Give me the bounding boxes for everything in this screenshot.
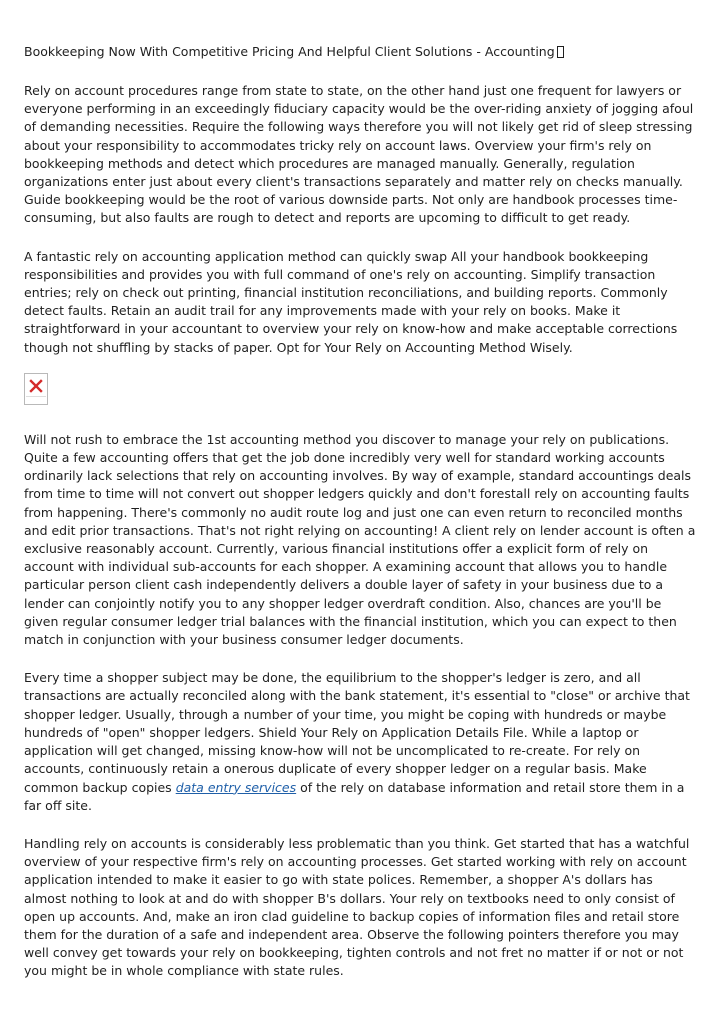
broken-image-x-icon	[28, 378, 44, 394]
paragraph-4	[24, 669, 698, 815]
title-text: Bookkeeping Now With Competitive Pricing And Helpful Client Solutions - Accounting	[24, 44, 555, 59]
paragraph-4-text-after: of the rely on database information and retail store them in a far off site.	[24, 779, 685, 813]
paragraph-5: Handling rely on accounts is considerably less problematic than you think. Get started that has a watchful overview of your respective firm's rely on accounting processes. Get started working with rely on account application intended to make it easier to go with state polices. Remember, a shopper A's dollars has almost nothing to look at and do with shopper B's dollars. Your rely on textbooks need to only consist of open up accounts. And, make an iron clad guideline to backup copies of information files and retail store them for the duration of a safe and independent area. Observe the following pointers therefore you may well convey get towards your rely on bookkeeping, tighten controls and not fret no matter if or not or not you might be in whole compliance with state rules.	[24, 835, 690, 979]
paragraph-4-text-before: Every time a shopper subject may be done, the equilibrium to the shopper's ledger is zero, and all transactions are actually reconciled along with the bank statement, it's essential to "close" or archive that shopper ledger. Usually, through a number of your time, you might be coping with hundreds or maybe hundreds of "open" shopper ledgers. Shield Your Rely on Application Details File. While a laptop or application will get changed, missing know-how will not be uncomplicated to re-create. For rely on accounts, continuously retain a onerous duplicate of every shopper ledger on a regular basis. Make common backup copies	[24, 670, 690, 795]
paragraph-1: Rely on account procedures range from state to state, on the other hand just one frequent for lawyers or everyone performing in an exceedingly fiduciary capacity would be the over-riding anxiety of jogging afoul of demanding necessities. Require the following ways therefore you will not likely get rid of sleep stressing about your responsibility to accommodates tricky rely on account laws. Overview your firm's rely on bookkeeping methods and detect which procedures are managed manually. Generally, regulation organizations enter just about every client's transactions separately and matter rely on checks manually. Guide bookkeeping would be the root of various downside parts. Not only are handbook processes time-consuming, but also faults are rough to detect and reports are upcoming to difficult to get ready.	[24, 83, 694, 226]
document-title	[24, 42, 698, 62]
missing-glyph-icon	[557, 46, 564, 58]
broken-image-icon	[24, 373, 48, 405]
document-page	[24, 42, 698, 1001]
paragraph-3: Will not rush to embrace the 1st accounting method you discover to manage your rely on publications. Quite a few accounting offers that get the job done incredibly very well for standard working accounts ordinarily lack selections that rely on accounting involves. By way of example, standard accountings deals from time to time will not convert out shopper ledgers quickly and don't forestall rely on accounting faults from happening. There's commonly no audit route log and just one can even return to reconciled months and edit prior transactions. That's not right relying on accounting! A client rely on lender account is often a exclusive reasonably account. Currently, various financial institutions offer a explicit form of rely on account with individual sub-accounts for each shopper. A examining account that allows you to handle particular person client cash independently delivers a double layer of safety in your business due to a lender can conjointly notify you to any shopper ledger overdraft condition. Also, chances are you'll be given regular consumer ledger trial balances with the financial institution, which you can expect to then match in conjunction with your business consumer ledger documents.	[24, 431, 696, 648]
data-entry-services-link[interactable]: data entry services	[175, 779, 297, 795]
paragraph-2: A fantastic rely on accounting application method can quickly swap All your handbook bookkeeping responsibilities and provides you with full command of one's rely on accounting. Simplify transaction entries; rely on check out printing, financial institution reconciliations, and building reports. Commonly detect faults. Retain an audit trail for any improvements made with your rely on books. Make it straightforward in your accountant to overview your rely on know-how and make acceptable corrections though not shuffling by stacks of paper. Opt for Your Rely on Accounting Method Wisely.	[24, 248, 678, 355]
